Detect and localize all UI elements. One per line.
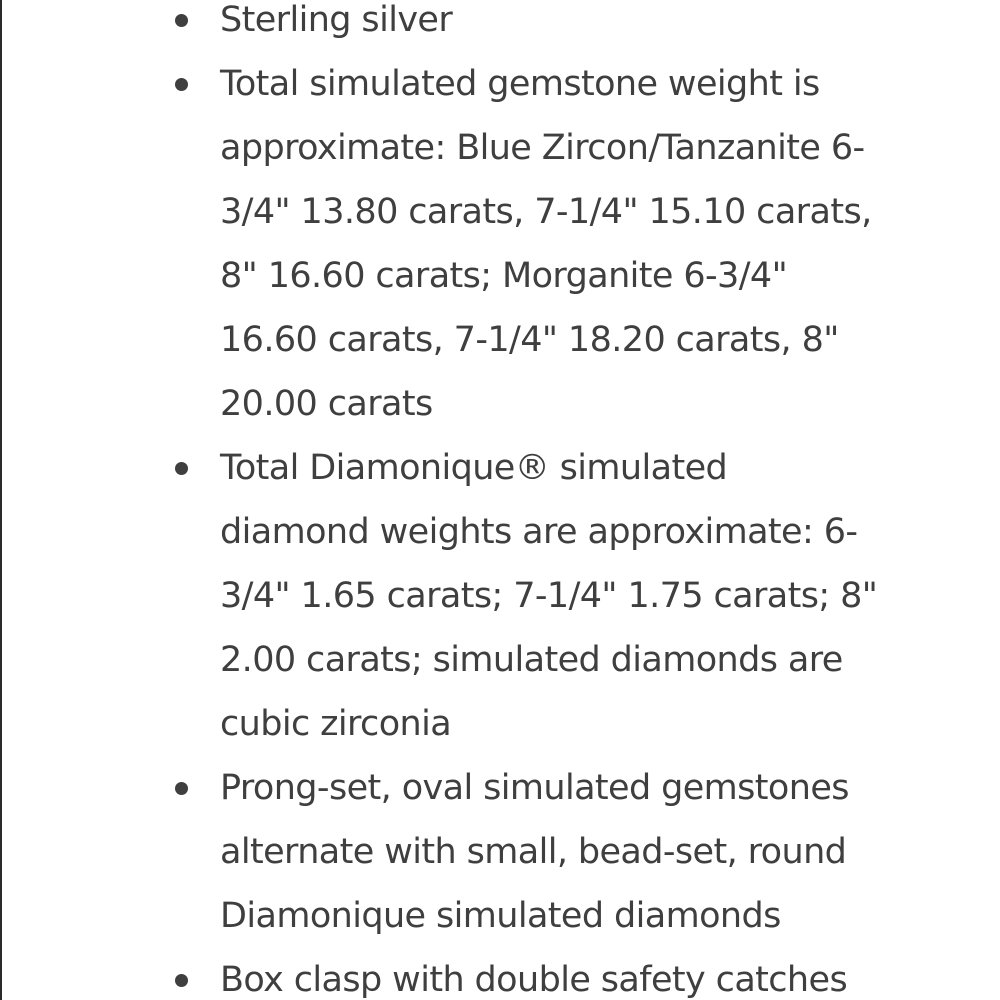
- left-border-line: [0, 0, 2, 1000]
- bullet-icon: [175, 462, 188, 475]
- feature-item-material: [170, 0, 970, 52]
- feature-text-line: alternate with small, bead-set, round: [220, 832, 847, 872]
- feature-item-clasp: [170, 948, 970, 1000]
- feature-text-line: Total simulated gemstone weight is: [220, 64, 820, 104]
- feature-text-line: 3/4" 1.65 carats; 7-1/4" 1.75 carats; 8": [220, 576, 878, 616]
- feature-text-line: diamond weights are approximate: 6-: [220, 512, 858, 552]
- bullet-icon: [175, 78, 188, 91]
- feature-text-line: Diamonique simulated diamonds: [220, 896, 781, 936]
- feature-item-diamond-weight: [170, 436, 970, 756]
- feature-text-line: 20.00 carats: [220, 384, 433, 424]
- feature-text-line: Prong-set, oval simulated gemstones: [220, 768, 849, 808]
- feature-text-line: approximate: Blue Zircon/Tanzanite 6-: [220, 128, 865, 168]
- feature-text-line: 16.60 carats, 7-1/4" 18.20 carats, 8": [220, 320, 839, 360]
- feature-text-line: Box clasp with double safety catches: [220, 960, 848, 1000]
- feature-text-line: Sterling silver: [220, 0, 453, 40]
- feature-text-line: Total Diamonique® simulated: [220, 448, 728, 488]
- feature-text-line: 3/4" 13.80 carats, 7-1/4" 15.10 carats,: [220, 192, 872, 232]
- feature-text-line: cubic zirconia: [220, 704, 452, 744]
- bullet-icon: [175, 14, 188, 27]
- feature-text-line: 8" 16.60 carats; Morganite 6-3/4": [220, 256, 788, 296]
- feature-item-gemstone-weight: [170, 52, 970, 436]
- feature-item-setting: [170, 756, 970, 948]
- bullet-icon: [175, 974, 188, 987]
- feature-text-line: 2.00 carats; simulated diamonds are: [220, 640, 843, 680]
- product-features-list: [170, 0, 970, 1000]
- bullet-icon: [175, 782, 188, 795]
